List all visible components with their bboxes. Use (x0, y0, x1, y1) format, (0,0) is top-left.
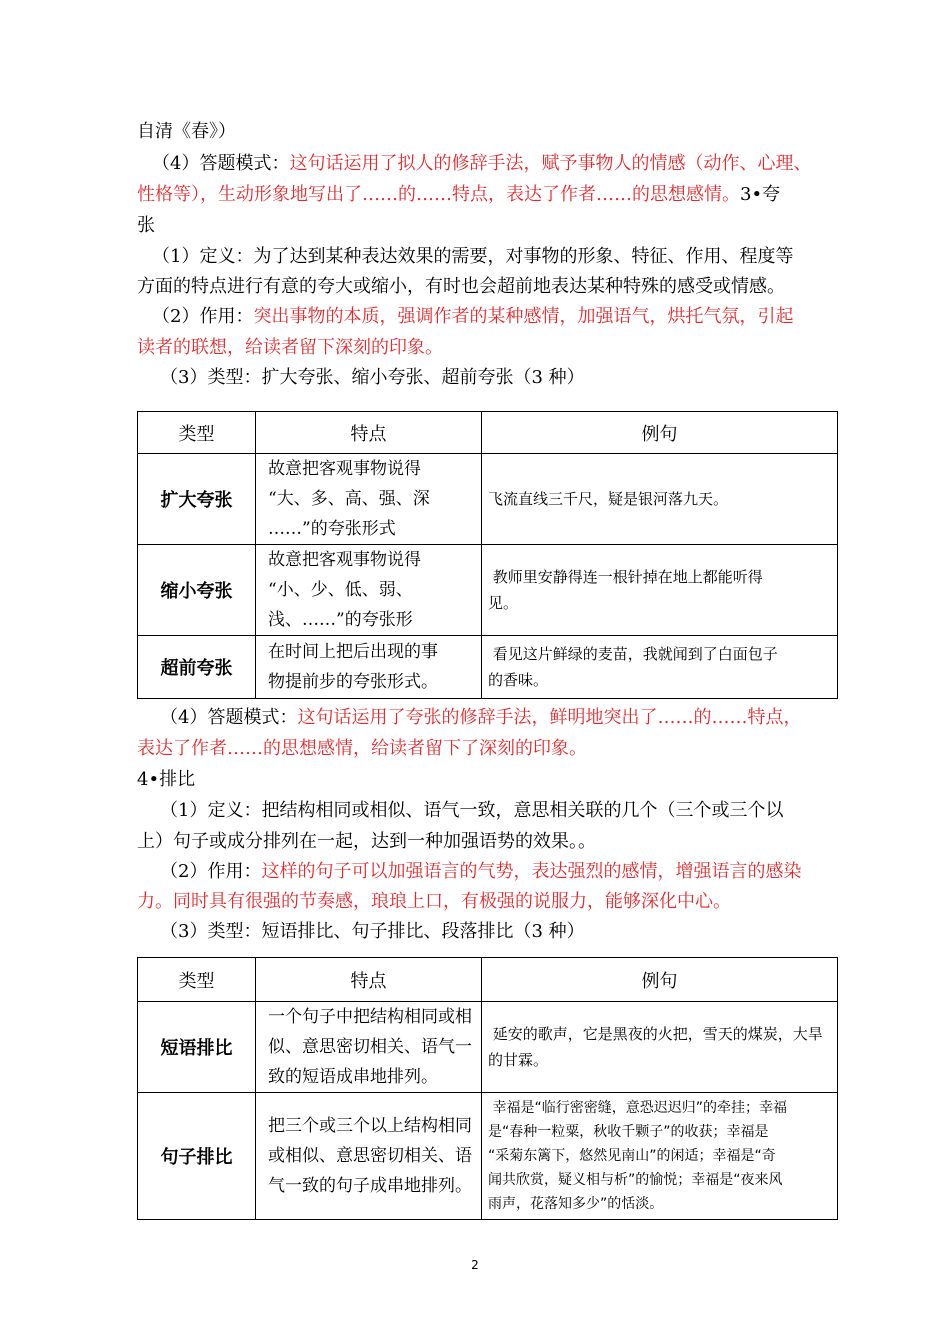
parallelism-table (137, 957, 838, 1220)
example-cell: 幸福是“临行密密缝，意恐迟迟归”的牵挂；幸福 是“春种一粒粟，秋收千颗子”的收获；幸福是 “采菊东篱下，悠然见南山”的闲适；幸福是“奇 闻共欣赏，疑义相与析”的愉悦；幸福是“夜来风 雨声，花落知多少”的恬淡。 (482, 1093, 838, 1220)
feature-cell: 把三个或三个以上结构相同 或相似、意思密切相关、语 气一致的句子成串地排列。 (256, 1093, 482, 1220)
highlight-text: 读者的联想，给读者留下深刻的印象。 (137, 337, 443, 358)
example-cell: 延安的歌声，它是黑夜的火把，雪天的煤炭，大旱 的甘霖。 (482, 1002, 838, 1093)
table-row (138, 636, 838, 699)
table-row (138, 545, 838, 636)
highlight-text: 性格等），生动形象地写出了……的……特点，表达了作者……的思想感情。 (137, 184, 740, 205)
table-header: 例句 (482, 412, 838, 454)
text-line: 自清《春》） (137, 121, 236, 142)
table-header: 例句 (482, 958, 838, 1002)
table-header: 特点 (256, 958, 482, 1002)
text-line: 性格等），生动形象地写出了……的……特点，表达了作者……的思想感情。3•夸 (137, 184, 781, 205)
text-line: （3）类型：短语排比、句子排比、段落排比（3 种） (160, 921, 585, 942)
example-cell: 飞流直线三千尺，疑是银河落九天。 (482, 454, 838, 545)
feature-cell: 故意把客观事物说得 “小、少、低、弱、 浅、……”的夸张形 (256, 545, 482, 636)
table-header: 类型 (138, 958, 256, 1002)
exaggeration-table (137, 411, 838, 699)
table-header: 类型 (138, 412, 256, 454)
table-row (138, 1093, 838, 1220)
example-cell: 教师里安静得连一根针掉在地上都能听得 见。 (482, 545, 838, 636)
type-cell: 缩小夸张 (138, 545, 256, 636)
type-cell: 超前夸张 (138, 636, 256, 699)
section-heading: 4•排比 (137, 769, 196, 790)
type-cell: 句子排比 (138, 1093, 256, 1220)
page-number: 2 (471, 1258, 479, 1272)
text-line: （2）作用：突出事物的本质，强调作者的某种感情，加强语气，烘托气氛，引起 (152, 306, 794, 327)
highlight-text: 突出事物的本质，强调作者的某种感情，加强语气，烘托气氛，引起 (253, 306, 794, 327)
type-cell: 扩大夸张 (138, 454, 256, 545)
text-line: （2）作用：这样的句子可以加强语言的气势，表达强烈的感情，增强语言的感染 (160, 861, 802, 882)
text-line: （1）定义：把结构相同或相似、语气一致，意思相关联的几个（三个或三个以 (160, 800, 784, 821)
table-header: 特点 (256, 412, 482, 454)
text-line: （1）定义：为了达到某种表达效果的需要，对事物的形象、特征、作用、程度等 (152, 246, 794, 267)
highlight-text: 这句话运用了夸张的修辞手法，鲜明地突出了……的……特点， (297, 707, 802, 728)
feature-cell: 一个句子中把结构相同或相 似、意思密切相关、语气一 致的短语成串地排列。 (256, 1002, 482, 1093)
text-line: （4）答题模式：这句话运用了夸张的修辞手法，鲜明地突出了……的……特点， (160, 707, 802, 728)
type-cell: 短语排比 (138, 1002, 256, 1093)
example-cell: 看见这片鲜绿的麦苗，我就闻到了白面包子 的香味。 (482, 636, 838, 699)
text-line: （4）答题模式：这句话运用了拟人的修辞手法，赋予事物人的情感（动作、心理、 (152, 153, 812, 174)
highlight-text: 这句话运用了拟人的修辞手法，赋予事物人的情感（动作、心理、 (289, 153, 812, 174)
feature-cell: 在时间上把后出现的事 物提前步的夸张形式。 (256, 636, 482, 699)
text-line: （3）类型：扩大夸张、缩小夸张、超前夸张（3 种） (160, 367, 585, 388)
section-heading: 张 (137, 215, 155, 236)
highlight-text: 这样的句子可以加强语言的气势，表达强烈的感情，增强语言的感染 (261, 861, 802, 882)
text-line: 上）句子或成分排列在一起，达到一种加强语势的效果。。 (137, 831, 596, 852)
feature-cell: 故意把客观事物说得 “大、多、高、强、深 ……”的夸张形式 (256, 454, 482, 545)
table-row (138, 454, 838, 545)
highlight-text: 表达了作者……的思想感情，给读者留下了深刻的印象。 (137, 738, 587, 759)
table-row (138, 1002, 838, 1093)
text-line: 方面的特点进行有意的夸大或缩小，有时也会超前地表达某种特殊的感受或情感。 (137, 276, 785, 297)
highlight-text: 力。同时具有很强的节奏感，琅琅上口，有极强的说服力，能够深化中心。 (137, 891, 731, 912)
